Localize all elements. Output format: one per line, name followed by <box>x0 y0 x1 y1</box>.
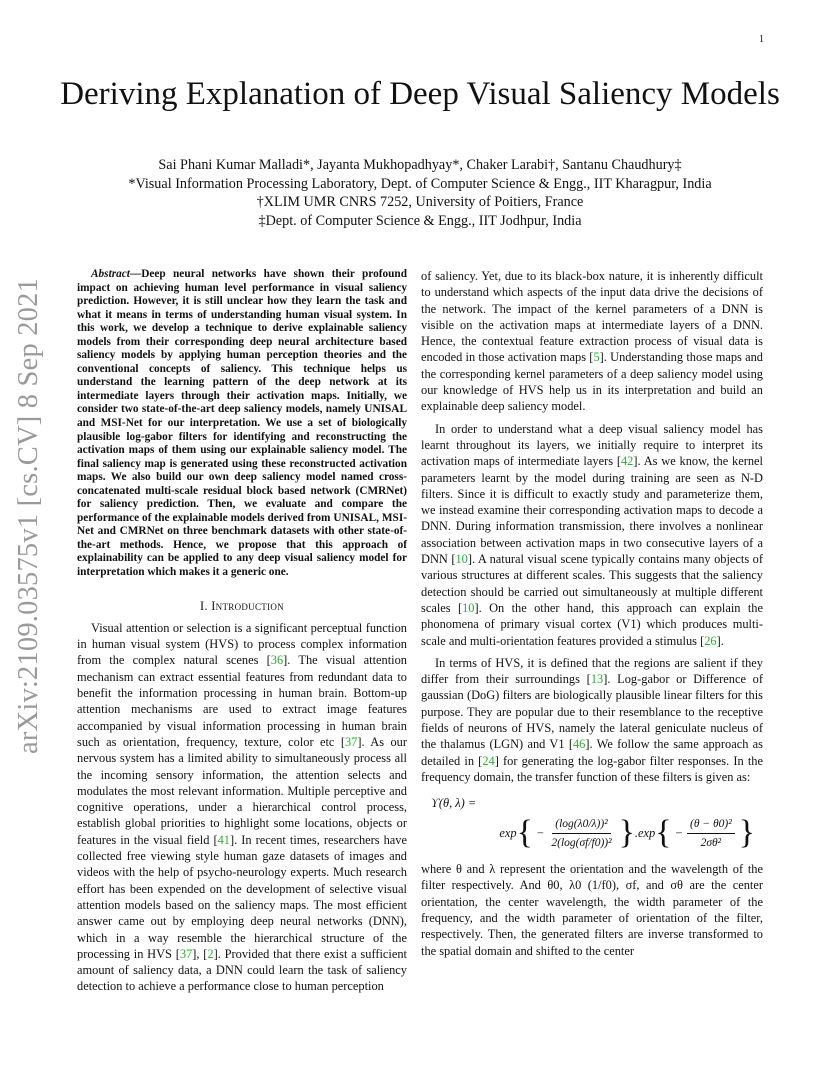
citation-link[interactable]: 41 <box>217 832 230 847</box>
citation-link[interactable]: 10 <box>455 552 468 567</box>
right-brace-2: } <box>738 814 755 852</box>
abstract <box>77 268 407 580</box>
citation-link[interactable]: 10 <box>462 600 475 615</box>
author-names: Sai Phani Kumar Malladi*, Jayanta Mukhopadhyay*, Chaker Larabi†, Santanu Chaudhury‡ <box>158 157 682 173</box>
fraction-2-numerator: (θ − θ0)² <box>687 816 735 834</box>
right-column <box>421 268 763 965</box>
equation-exp-1: exp <box>499 826 517 841</box>
citation-link[interactable]: 2 <box>207 946 214 961</box>
left-column <box>77 268 407 1001</box>
intro-paragraph-1: Visual attention or selection is a significant perceptual function in human visual system (HVS) to process complex information from the complex natural scenes [36]. The visual attention mechanism can extract essential features from redundant data to benefit the information processing in human brain. Bottom-up attention mechanisms are used to extract image features accompanied by visual information processing in human brain such as orientation, frequency, texture, color etc [37]. As our nervous system has a limited ability to simultaneously process all the incoming sensory information, the attention selects and modulates the most relevant information. Multiple perceptive and cognitive operations, under a hierarchical control process, establish global priorities to highlight some locations, objects or features in the visual field [41]. In recent times, researchers have collected free viewing style human gaze datasets of images and videos with the help of psycho-neurology experts. Much research effort has been expended on the development of selective visual attention models based on the saliency maps. The most efficient answer came out by employing deep neural networks (DNN), which in a way resemble the hierarchical structure of the processing in HVS [37], [2]. Provided that there exist a sufficient amount of saliency data, a DNN could learn the task of saliency detection to achieve a performance close to human perception <box>77 620 408 994</box>
citation-link[interactable]: 42 <box>620 454 634 469</box>
author-affiliation-2: †XLIM UMR CNRS 7252, University of Poitiers, France <box>256 194 584 210</box>
page-number: 1 <box>759 34 764 45</box>
citation-link[interactable]: 26 <box>704 633 717 648</box>
right-brace-1: } <box>618 814 635 852</box>
abstract-text: —Deep neural networks have shown their profound impact on achieving human level performance in visual saliency prediction. However, it is still unclear how they learn the task and what it means in terms of understanding human visual system. In this work, we develop a technique to derive explainable saliency models from their corresponding deep neural architecture based saliency models by applying human perception theories and the conventional concepts of saliency. This technique helps us understand the learning pattern of the deep network at its intermediate layers through their activation maps. Initially, we consider two state-of-the-art deep saliency models, namely UNISAL and MSI-Net for our interpretation. We use a set of biologically plausible log-gabor filters for identifying and reconstructing the activation maps of them using our explainable saliency model. The final saliency map is generated using these reconstructed activation maps. We also build our own deep saliency model named cross-concatenated multi-scale residual block based network (CMRNet) for saliency prediction. Then, we evaluate and compare the performance of the explainable models derived from UNISAL, MSI-Net and CMRNet on three benchmark datasets with other state-of-the-art methods. Hence, we propose that this approach of explainability can be applied to any deep visual saliency model for interpretation which makes it a generic one. <box>77 268 407 579</box>
equation-fraction-1 <box>548 816 614 852</box>
fraction-1-numerator: (log(λ0/λ))² <box>552 816 610 834</box>
abstract-label: Abstract <box>91 268 130 280</box>
arxiv-identifier-stamp: arXiv:2109.03575v1 [cs.CV] 8 Sep 2021 <box>13 277 44 754</box>
intro-paragraph-2: In order to understand what a deep visual saliency model has learnt throughout its layers, we initially require to interpret its activation maps of intermediate layers [42]. As we know, the kernel parameters learnt by the model during training are seen as N-D filters. Since it is difficult to exactly study and parameterize them, we instead examine their corresponding activation maps to decode a DNN. During information transmission, there involves a nonlinear association between activation maps in two consecutive layers of a DNN [10]. A natural visual scene typically contains many objects of various structures at different scales. This suggests that the saliency detection should be carried out simultaneously at multiple different scales [10]. On the other hand, this approach can explain the phonomena of primary visual cortex (V1) which produces multi-scale and multi-orientation features provided a stimulus [26]. <box>421 421 764 648</box>
fraction-1-denominator: 2(log(σf/f0))² <box>551 836 612 849</box>
author-block <box>40 156 800 230</box>
equation-lhs: ϒ(θ, λ) = <box>431 796 477 811</box>
log-gabor-equation <box>421 816 755 852</box>
author-affiliation-3: ‡Dept. of Computer Science & Engg., IIT Jodhpur, India <box>258 212 582 229</box>
section-title: Introduction <box>211 598 284 613</box>
author-affiliation-1: *Visual Information Processing Laboratory, Dept. of Computer Science & Engg., IIT Kharagpur, India <box>128 175 712 192</box>
equation-fraction-2 <box>687 816 735 852</box>
equation-exp-2: .exp <box>634 826 656 841</box>
citation-link[interactable]: 5 <box>593 350 600 365</box>
citation-link[interactable]: 37 <box>179 946 193 961</box>
section-heading-introduction <box>77 598 407 614</box>
left-brace-1: { <box>516 814 533 852</box>
equation-explanation-paragraph: where θ and λ represent the orientation and the wavelength of the filter respectively. And θ0, λ0 (1/f0), σf, and σθ are the center orientation, the center wavelength, the width parameter of the frequency, and the width parameter of orientation of the filter, respectively. Then, the generated filters are inverse transformed to the spatial domain and shifted to the center <box>421 862 763 958</box>
citation-link[interactable]: 13 <box>590 672 604 687</box>
intro-paragraph-continued: of saliency. Yet, due to its black-box nature, it is inherently difficult to understand which aspects of the input data drive the decisions of the network. The impact of the kernel parameters of a DNN is visible on the activation maps at intermediate layers of a DNN. Hence, the contextual feature extraction process of visual data is encoded in those activation maps [5]. Understanding those maps and the corresponding kernel parameters of a deep saliency model using our knowledge of HVS help us in its interpretation and build an explainable deep saliency model. <box>421 269 763 414</box>
section-number: I. <box>200 598 208 613</box>
citation-link[interactable]: 36 <box>270 653 284 668</box>
minus-sign-2: − <box>671 826 683 841</box>
citation-link[interactable]: 46 <box>572 737 586 752</box>
intro-paragraph-3: In terms of HVS, it is defined that the regions are salient if they differ from their surroundings [13]. Log-gabor or Difference of gaussian (DoG) filters are biologically plausible linear filters for this purpose. They are popular due to their resemblance to the receptive fields of neurons of HVS, namely the lateral geniculate nucleus of the thalamus (LGN) and V1 [46]. We follow the same approach as detailed in [24] for generating the log-gabor filter responses. In the frequency domain, the transfer function of these filters is given as: <box>421 655 763 784</box>
citation-link[interactable]: 37 <box>344 734 358 749</box>
fraction-2-denominator: 2σθ² <box>700 836 722 849</box>
citation-link[interactable]: 24 <box>482 753 495 768</box>
minus-sign-1: − <box>532 826 545 841</box>
left-brace-2: { <box>655 814 672 852</box>
paper-title: Deriving Explanation of Deep Visual Saliency Models <box>60 76 780 112</box>
